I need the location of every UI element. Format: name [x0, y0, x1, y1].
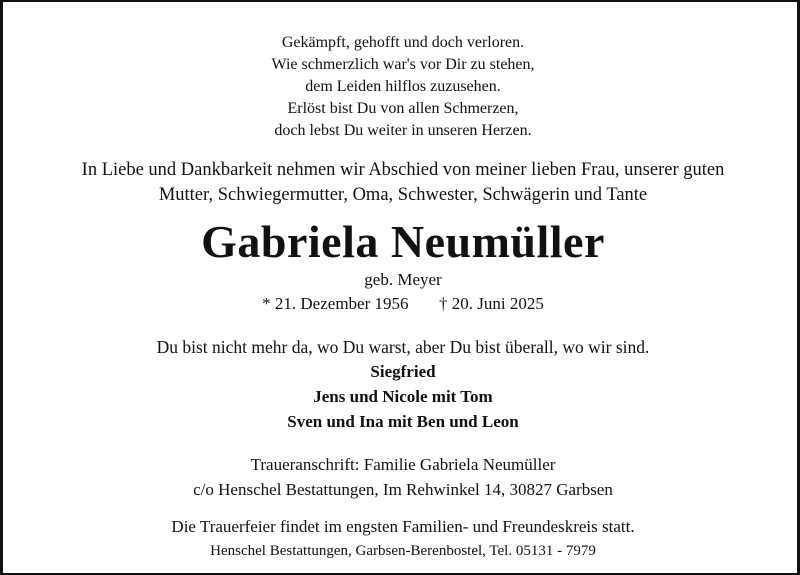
poem-line: Wie schmerzlich war's vor Dir zu stehen,	[271, 56, 535, 73]
death-date: † 20. Juni 2025	[439, 294, 544, 313]
poem-line: Erlöst bist Du von allen Schmerzen,	[287, 100, 519, 117]
family-member: Jens und Nicole mit Tom	[313, 387, 493, 406]
family-member: Siegfried	[370, 362, 436, 381]
memorial-quote: Du bist nicht mehr da, wo Du warst, aber Du bist überall, wo wir sind.	[156, 337, 650, 357]
poem-line: dem Leiden hilflos zuzusehen.	[305, 78, 501, 95]
deceased-name: Gabriela Neumüller	[201, 216, 605, 267]
birth-name: geb. Meyer	[364, 270, 442, 289]
birth-date: * 21. Dezember 1956	[262, 294, 409, 313]
life-dates	[3, 294, 800, 314]
intro-line: Mutter, Schwiegermutter, Oma, Schwester, Schwägerin und Tante	[158, 185, 648, 205]
undertaker-info: Henschel Bestattungen, Garbsen-Berenbostel, Tel. 05131 - 7979	[210, 543, 596, 559]
mourning-address: c/o Henschel Bestattungen, Im Rehwinkel 14, 30827 Garbsen	[193, 480, 613, 499]
poem-line: doch lebst Du weiter in unseren Herzen.	[274, 122, 532, 139]
poem-line: Gekämpft, gehofft und doch verloren.	[281, 34, 525, 51]
ceremony-note: Die Trauerfeier findet im engsten Familien- und Freundeskreis statt.	[171, 517, 635, 536]
intro-line: In Liebe und Dankbarkeit nehmen wir Abschied von meiner lieben Frau, unserer guten	[81, 160, 725, 180]
mourning-address: Traueranschrift: Familie Gabriela Neumüller	[250, 455, 556, 474]
family-member: Sven und Ina mit Ben und Leon	[287, 412, 519, 431]
